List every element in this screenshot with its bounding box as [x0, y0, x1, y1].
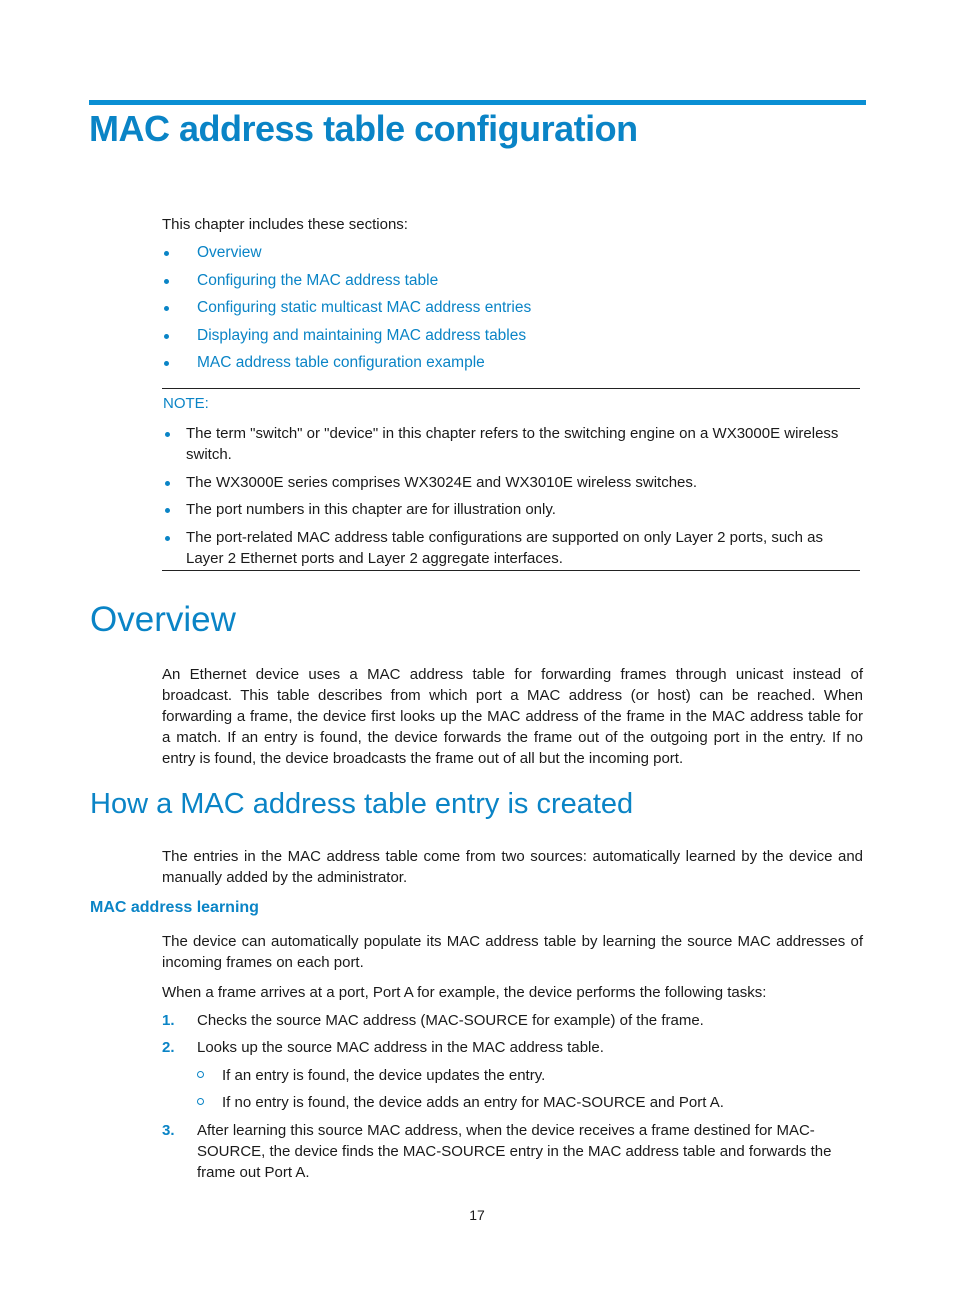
- note-item: [162, 472, 860, 493]
- note-text: The port numbers in this chapter are for illustration only.: [186, 501, 556, 518]
- intro-text: This chapter includes these sections:: [162, 216, 408, 233]
- list-item: [162, 352, 531, 380]
- toc-link-static-multicast[interactable]: Configuring static multicast MAC address entries: [197, 299, 532, 317]
- note-text: The port-related MAC address table configurations are supported on only Layer 2 ports, such as Layer 2 Ethernet ports and Layer 2 aggregate interfaces.: [186, 528, 824, 567]
- note-text: The term "switch" or "device" in this chapter refers to the switching engine on a WX3000E wireless switch.: [186, 425, 839, 463]
- overview-heading: Overview: [90, 600, 236, 639]
- substep-item: [197, 1092, 724, 1113]
- hollow-bullet-icon: [197, 1098, 204, 1105]
- note-text: The WX3000E series comprises WX3024E and WX3010E wireless switches.: [186, 473, 698, 491]
- step-item: [162, 1120, 864, 1183]
- list-item: [162, 297, 531, 325]
- bullet-icon: [165, 508, 170, 513]
- mac-learning-tasks-intro: When a frame arrives at a port, Port A for example, the device performs the following tasks:: [162, 984, 767, 1001]
- step-number: 3.: [162, 1122, 175, 1139]
- bullet-icon: [165, 432, 170, 437]
- bullet-icon: [164, 306, 169, 311]
- step-item: [162, 1037, 864, 1058]
- note-box: [162, 388, 860, 571]
- note-item: [162, 499, 860, 520]
- substep-text: If no entry is found, the device adds an entry for MAC-SOURCE and Port A.: [222, 1094, 724, 1111]
- substep-item: [197, 1065, 545, 1086]
- toc-link-displaying-maintaining[interactable]: Displaying and maintaining MAC address tables: [197, 326, 527, 344]
- list-item: [162, 242, 531, 270]
- bullet-icon: [165, 536, 170, 541]
- step-text: Checks the source MAC address (MAC-SOURCE for example) of the frame.: [197, 1012, 704, 1029]
- toc-link-config-example[interactable]: MAC address table configuration example: [197, 354, 485, 372]
- how-created-paragraph: The entries in the MAC address table come from two sources: automatically learned by the device and manually added by the administrator.: [162, 848, 863, 886]
- hollow-bullet-icon: [197, 1071, 204, 1078]
- chapter-title: MAC address table configuration: [89, 108, 638, 149]
- toc-link-overview[interactable]: Overview: [197, 244, 262, 261]
- chapter-top-rule: [89, 100, 866, 105]
- substep-text: If an entry is found, the device updates the entry.: [222, 1067, 546, 1084]
- bullet-icon: [164, 279, 169, 284]
- step-text: After learning this source MAC address, when the device receives a frame destined for MAC-SOURCE, the device finds the MAC-SOURCE entry in the MAC address table and forwards the frame out Port A.: [197, 1122, 832, 1181]
- note-item: [162, 527, 860, 569]
- note-list: [162, 423, 860, 575]
- mac-learning-paragraph: The device can automatically populate its MAC address table by learning the source MAC addresses of incoming frames on each port.: [162, 933, 863, 971]
- bullet-icon: [164, 361, 169, 366]
- note-label: NOTE:: [163, 395, 209, 412]
- step-number: 1.: [162, 1012, 175, 1029]
- mac-learning-heading: MAC address learning: [90, 899, 259, 916]
- list-item: [162, 270, 531, 298]
- list-item: [162, 325, 531, 353]
- step-number: 2.: [162, 1039, 175, 1056]
- step-text: Looks up the source MAC address in the MAC address table.: [197, 1039, 604, 1056]
- step-item: [162, 1010, 864, 1031]
- section-list: [162, 242, 531, 380]
- page-number: 17: [469, 1207, 485, 1223]
- how-created-heading: How a MAC address table entry is created: [90, 788, 634, 820]
- toc-link-configuring-mac-table[interactable]: Configuring the MAC address table: [197, 271, 439, 289]
- note-item: [162, 423, 860, 465]
- bullet-icon: [164, 251, 169, 256]
- overview-paragraph: An Ethernet device uses a MAC address table for forwarding frames through unicast instead of broadcast. This table describes from which port a MAC address (or host) can be reached. When forwarding a frame, the device first looks up the MAC address of the frame in the MAC address table for a match. If an entry is found, the device forwards the frame out of the outgoing port in the entry. If no entry is found, the device broadcasts the frame out of all but the incoming port.: [162, 666, 863, 767]
- bullet-icon: [164, 334, 169, 339]
- bullet-icon: [165, 481, 170, 486]
